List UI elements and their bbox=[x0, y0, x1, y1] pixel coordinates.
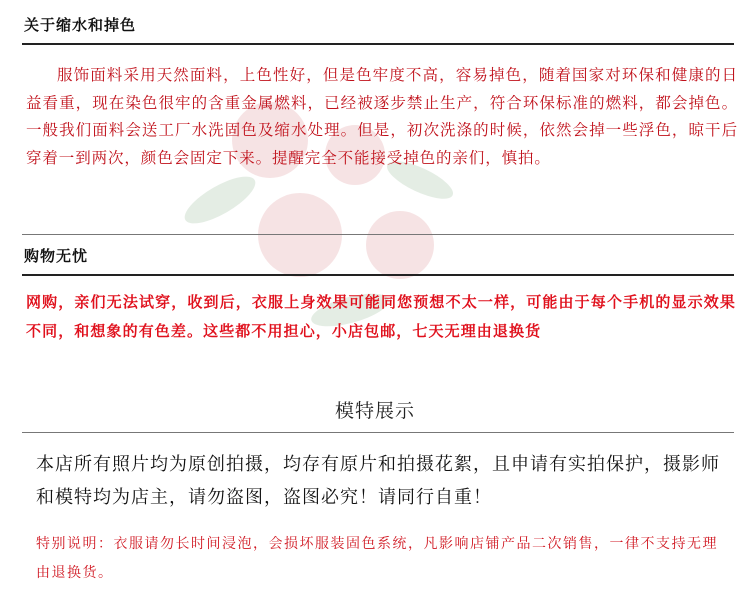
divider bbox=[22, 234, 734, 235]
section-title-worry-free: 购物无忧 bbox=[24, 247, 89, 265]
divider bbox=[22, 432, 734, 433]
worry-free-paragraph: 网购，亲们无法试穿，收到后，衣服上身效果可能同您预想不太一样，可能由于每个手机的显示效果不同，和想象的有色差。这些都不用担心，小店包邮，七天无理由退换货 bbox=[26, 293, 736, 340]
divider bbox=[22, 274, 734, 276]
special-note-paragraph: 特别说明：衣服请勿长时间浸泡，会损坏服装固色系统，凡影响店铺产品二次销售，一律不支持无理由退换货。 bbox=[36, 536, 718, 581]
divider bbox=[22, 43, 734, 45]
shrink-fade-paragraph: 服饰面料采用天然面料，上色性好，但是色牢度不高，容易掉色，随着国家对环保和健康的日益看重，现在染色很牢的含重金属燃料，已经被逐步禁止生产，符合环保标准的燃料，都会掉色。一般我们面料会送工厂水洗固色及缩水处理。但是，初次洗涤的时候，依然会掉一些浮色，晾干后穿着一到两次，颜色会固定下来。提醒完全不能接受掉色的亲们，慎拍。 bbox=[26, 66, 738, 167]
model-showcase-title: 模特展示 bbox=[334, 400, 415, 422]
section-title-shrink-fade: 关于缩水和掉色 bbox=[24, 16, 137, 34]
original-photos-paragraph: 本店所有照片均为原创拍摄，均存有原片和拍摄花絮，且申请有实拍保护，摄影师和模特均为店主，请勿盗图，盗图必究！请同行自重！ bbox=[36, 454, 720, 508]
